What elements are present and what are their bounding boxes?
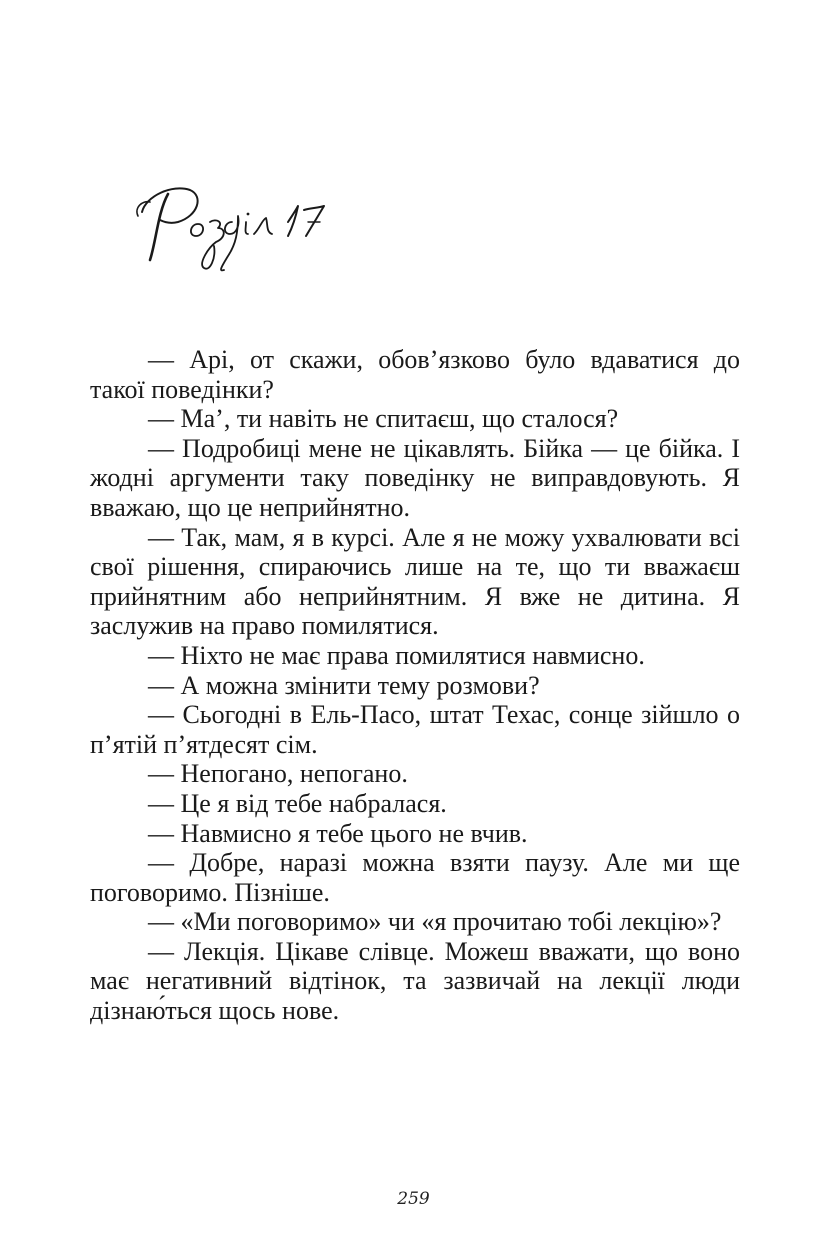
paragraph: — Навмисно я тебе цього не вчив. [148, 818, 528, 848]
paragraph: — Так, мам, я в курсі. Але я не можу ухвалювати всі свої рішення, спираючись лише на те, що ти вважаєш прийнятним або неприйнятним. Я вже не дитина. Я заслужив на право помилятися. [90, 522, 740, 641]
paragraph: — «Ми поговоримо» чи «я прочитаю тобі лекцію»? [148, 907, 722, 937]
paragraph: — Сьогодні в Ель-Пасо, штат Техас, сонце зійшло о п’ятій п’ятдесят сім. [90, 700, 740, 759]
paragraph: — Арі, от скажи, обов’язково було вдаватися до такої поведінки? [90, 345, 740, 404]
paragraph: — Ніхто не має права помилятися навмисно. [148, 640, 645, 670]
page-number: 259 [397, 1189, 430, 1209]
chapter-title [128, 172, 357, 223]
paragraph: — Лекція. Цікаве слівце. Можеш вважати, що воно має негативний відтінок, та зазвичай на лекції люди дізнаю́ться щось нове. [90, 936, 740, 1026]
chapter-heading [128, 172, 388, 282]
paragraph: — Добре, наразі можна взяти паузу. Але ми ще поговоримо. Пізніше. [90, 848, 740, 907]
paragraph: — Непогано, непогано. [148, 759, 408, 789]
paragraph: — А можна змінити тему розмови? [148, 670, 540, 700]
paragraph: — Це я від тебе набралася. [148, 788, 447, 818]
paragraph: — Ма’, ти навіть не спитаєш, що сталося? [148, 404, 619, 434]
body-text [90, 345, 740, 1026]
paragraph: — Подробиці мене не цікавлять. Бійка — це бійка. І жодні аргументи таку поведінку не виправдовують. Я вважаю, що це неприйнятно. [90, 433, 740, 522]
